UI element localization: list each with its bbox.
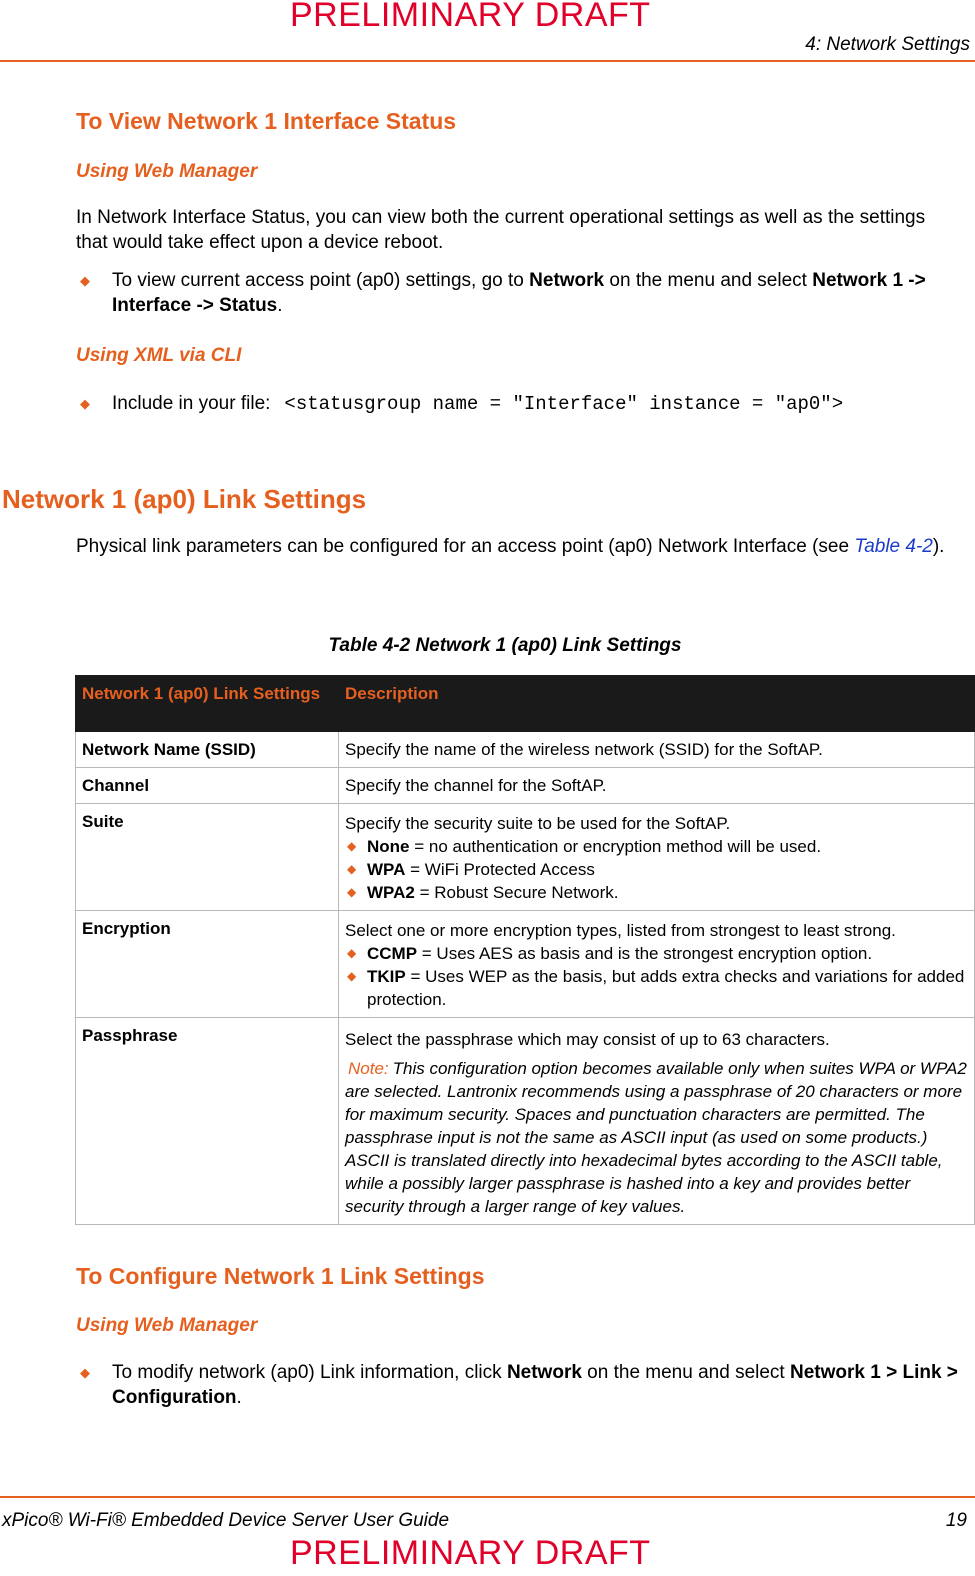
list-item: ◆ TKIP = Uses WEP as the basis, but adds extra checks and variations for added protection.: [347, 967, 965, 1009]
list-item: ◆ WPA = WiFi Protected Access: [347, 860, 595, 879]
link-settings-table: [75, 675, 975, 1225]
diamond-bullet-icon: ◆: [347, 946, 357, 960]
setting-description: Select the passphrase which may consist of up to 63 characters. Note: This configuration option becomes available only when suites WPA or WPA2 are selected. Lantronix recommends using a passphrase of 20 characters or more for maximum security. Spaces and punctuation characters are permitted. The passphrase input is not the same as ASCII input (as used on some products.) ASCII is translated directly into hexadecimal bytes according to the ASCII table, while a possibly larger passphrase is hashed into a key and provides better security through a larger range of key values.: [339, 1018, 975, 1225]
setting-description: Specify the security suite to be used for the SoftAP. ◆ None = no authentication or encryption method will be used. ◆ WPA = WiFi Protected Access ◆ WPA2 = Robust Secure Network.: [339, 804, 975, 911]
table-row: [76, 1018, 975, 1225]
section-title-link-settings: Network 1 (ap0) Link Settings: [2, 484, 367, 514]
subheading-web-manager-2: Using Web Manager: [76, 1315, 258, 1336]
diamond-bullet-icon: ◆: [347, 885, 357, 899]
chapter-header: 4: Network Settings: [805, 34, 970, 55]
setting-name: Suite: [76, 804, 339, 911]
list-item: ◆ WPA2 = Robust Secure Network.: [347, 883, 619, 902]
note-label: Note:: [348, 1059, 389, 1078]
diamond-bullet-icon: ◆: [80, 396, 90, 411]
paragraph-intro-status: In Network Interface Status, you can view both the current operational settings as well as the settings that would take effect upon a device reboot.: [76, 207, 926, 253]
xml-code: <statusgroup name = "Interface" instance = "ap0">: [284, 393, 844, 415]
table-header-cell: Description: [339, 676, 975, 732]
setting-name: Network Name (SSID): [76, 732, 339, 768]
page-number: 19: [945, 1510, 967, 1531]
footer-guide-title: xPico® Wi-Fi® Embedded Device Server User Guide: [2, 1510, 450, 1531]
table-row: [76, 732, 975, 768]
setting-name: Encryption: [76, 911, 339, 1018]
list-item: ◆ CCMP = Uses AES as basis and is the strongest encryption option.: [347, 944, 873, 963]
setting-name: Passphrase: [76, 1018, 339, 1225]
watermark-bottom: PRELIMINARY DRAFT: [290, 1534, 651, 1572]
diamond-bullet-icon: ◆: [347, 839, 357, 853]
diamond-bullet-icon: ◆: [80, 273, 90, 288]
subheading-xml-cli: Using XML via CLI: [76, 345, 242, 366]
setting-description: Specify the channel for the SoftAP.: [339, 768, 975, 804]
setting-name: Channel: [76, 768, 339, 804]
list-item: ◆ None = no authentication or encryption method will be used.: [347, 837, 822, 856]
table-row: [76, 911, 975, 1018]
table-row: [76, 768, 975, 804]
diamond-bullet-icon: ◆: [347, 969, 357, 983]
bullet-view-status: ◆ To view current access point (ap0) settings, go to Network on the menu and select Network 1 -> Interface -> Status.: [80, 270, 926, 316]
section-title-configure-link: To Configure Network 1 Link Settings: [76, 1263, 485, 1289]
subheading-web-manager-1: Using Web Manager: [76, 161, 258, 182]
section-title-view-status: To View Network 1 Interface Status: [76, 108, 457, 134]
diamond-bullet-icon: ◆: [347, 862, 357, 876]
table-header-row: [76, 676, 975, 732]
table-reference-link[interactable]: Table 4-2: [854, 536, 933, 557]
footer-rule: [0, 1496, 975, 1498]
note-block: [345, 1057, 968, 1218]
header-rule: [0, 60, 975, 62]
setting-description: Select one or more encryption types, listed from strongest to least strong. ◆ CCMP = Uses AES as basis and is the strongest encryption option. ◆ TKIP = Uses WEP as the basis, but adds extra checks and variations for added protection.: [339, 911, 975, 1018]
note-text: This configuration option becomes available only when suites WPA or WPA2 are selected. Lantronix recommends using a passphrase of 20 characters or more for maximum security. Spaces and punctuation characters are permitted. The passphrase input is not the same as ASCII input (as used on some products.) ASCII is translated directly into hexadecimal bytes according to the ASCII table, while a possibly larger passphrase is hashed into a key and provides better security through a larger range of key values.: [345, 1059, 967, 1216]
bullet-configure-link: ◆ To modify network (ap0) Link information, click Network on the menu and select Network 1 > Link > Configuration.: [80, 1362, 958, 1408]
watermark-top: PRELIMINARY DRAFT: [290, 0, 651, 34]
table-row: [76, 804, 975, 911]
setting-description: Specify the name of the wireless network (SSID) for the SoftAP.: [339, 732, 975, 768]
diamond-bullet-icon: ◆: [80, 1365, 90, 1380]
table-header-cell: Network 1 (ap0) Link Settings: [76, 676, 339, 732]
paragraph-link-intro: Physical link parameters can be configured for an access point (ap0) Network Interface (see Table 4-2).: [76, 536, 945, 557]
table-caption: Table 4-2 Network 1 (ap0) Link Settings: [328, 635, 682, 656]
bullet-xml: ◆ Include in your file: <statusgroup name = "Interface" instance = "ap0">: [80, 393, 844, 415]
